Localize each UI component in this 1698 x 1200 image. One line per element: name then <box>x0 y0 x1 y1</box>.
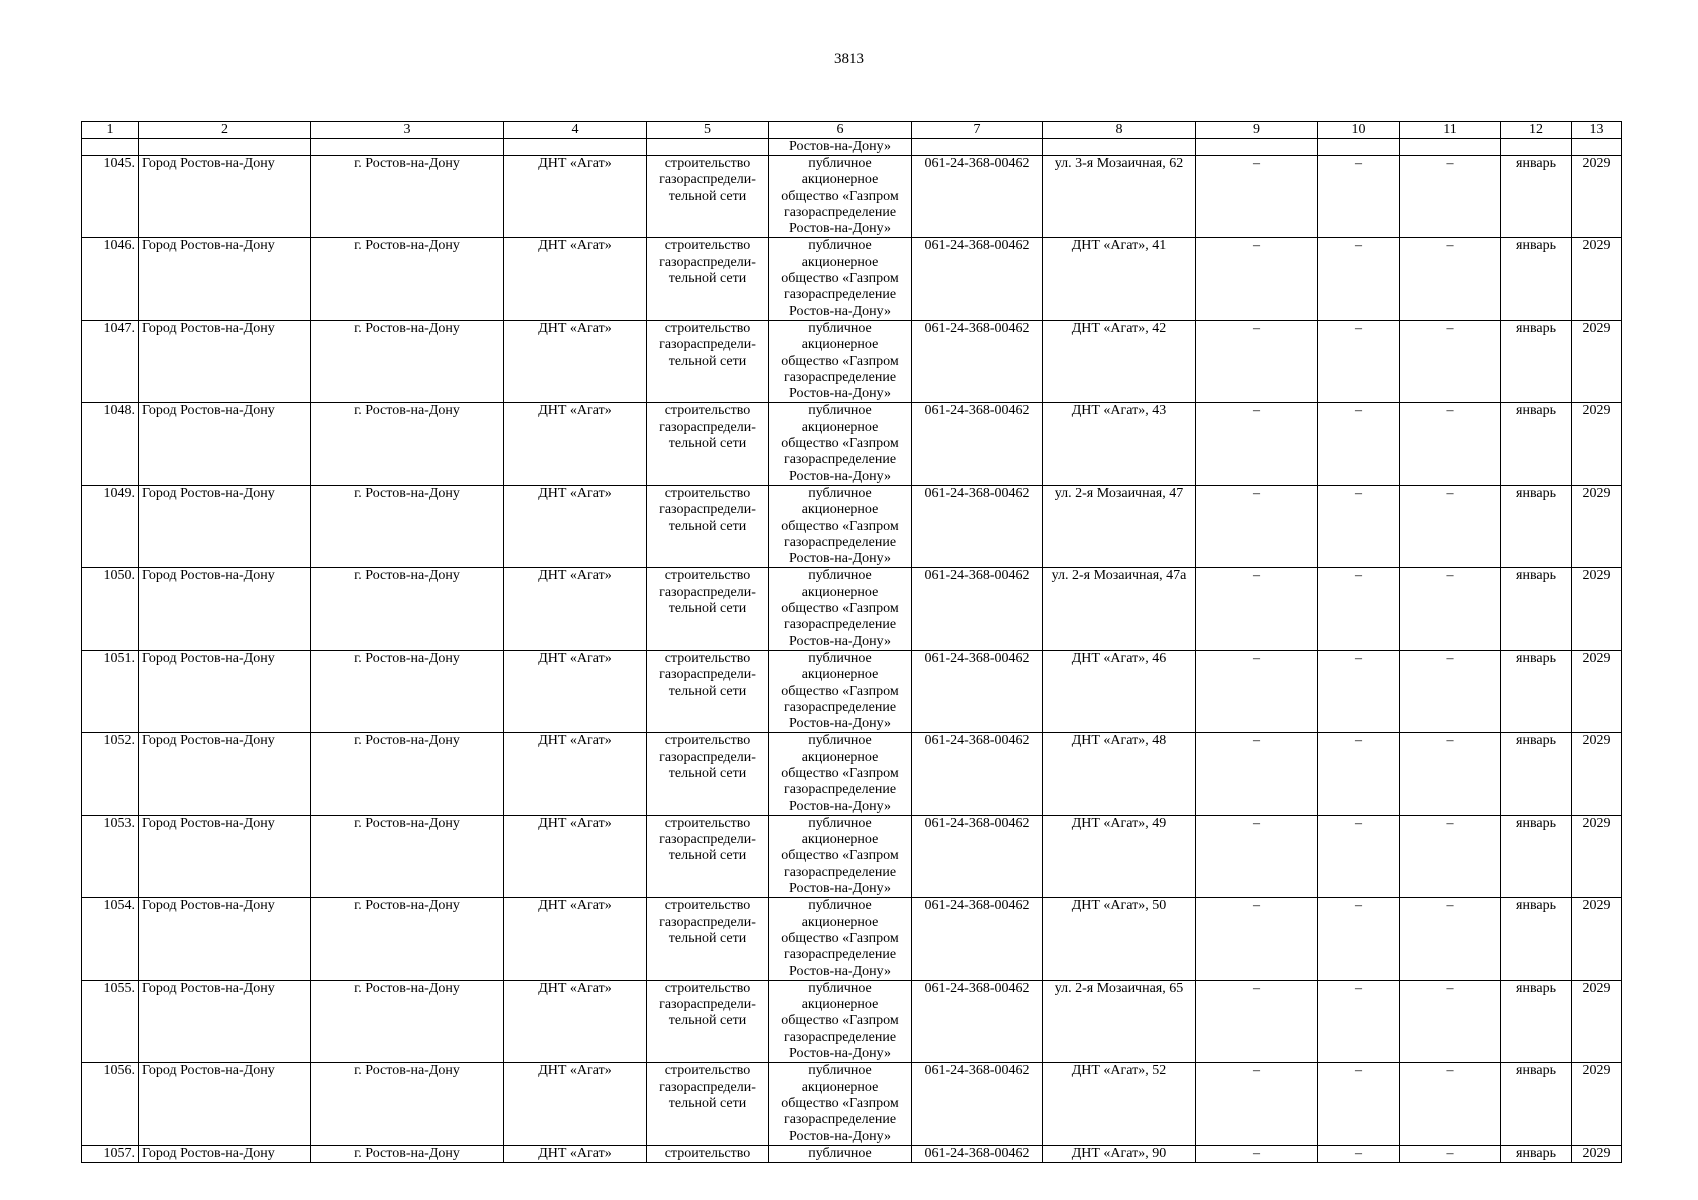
col9-cell: – <box>1196 320 1318 402</box>
settlement-cell: г. Ростов-на-Дону <box>311 980 504 1062</box>
work-type-cell: строительство газораспредели-тельной сети <box>647 320 769 402</box>
col10-cell: – <box>1318 1063 1400 1145</box>
address-cell: ул. 2-я Мозаичная, 65 <box>1043 980 1196 1062</box>
registry-code-cell: 061-24-368-00462 <box>912 403 1043 485</box>
column-header: 7 <box>912 122 1043 139</box>
locality-cell: ДНТ «Агат» <box>504 815 647 897</box>
column-header: 3 <box>311 122 504 139</box>
row-number-cell: 1057. <box>82 1145 139 1162</box>
registry-code-cell: 061-24-368-00462 <box>912 815 1043 897</box>
table-row <box>82 1145 1622 1162</box>
organization-cell: публичное акционерное общество «Газпром газораспределение Ростов-на-Дону» <box>769 815 912 897</box>
registry-code-cell: 061-24-368-00462 <box>912 898 1043 980</box>
column-header: 9 <box>1196 122 1318 139</box>
municipality-cell: Город Ростов-на-Дону <box>139 898 311 980</box>
month-cell: январь <box>1501 320 1572 402</box>
page-number: 3813 <box>834 51 864 67</box>
month-cell: январь <box>1501 733 1572 815</box>
row-number-cell: 1055. <box>82 980 139 1062</box>
col9-cell: – <box>1196 403 1318 485</box>
organization-cell: публичное акционерное общество «Газпром газораспределение Ростов-на-Дону» <box>769 980 912 1062</box>
locality-cell: ДНТ «Агат» <box>504 320 647 402</box>
column-header: 11 <box>1400 122 1501 139</box>
col11-cell: – <box>1400 1145 1501 1162</box>
month-cell: январь <box>1501 650 1572 732</box>
col11-cell: – <box>1400 156 1501 238</box>
month-cell: январь <box>1501 980 1572 1062</box>
locality-cell: ДНТ «Агат» <box>504 238 647 320</box>
col10-cell: – <box>1318 815 1400 897</box>
col10-cell: – <box>1318 568 1400 650</box>
settlement-cell: г. Ростов-на-Дону <box>311 733 504 815</box>
table-row <box>82 485 1622 567</box>
municipality-cell: Город Ростов-на-Дону <box>139 485 311 567</box>
locality-cell: ДНТ «Агат» <box>504 485 647 567</box>
organization-cell: публичное <box>769 1145 912 1162</box>
month-cell: январь <box>1501 156 1572 238</box>
column-header: 12 <box>1501 122 1572 139</box>
col9-cell: – <box>1196 733 1318 815</box>
organization-cell: публичное акционерное общество «Газпром газораспределение Ростов-на-Дону» <box>769 238 912 320</box>
settlement-cell: г. Ростов-на-Дону <box>311 568 504 650</box>
work-type-cell: строительство газораспредели-тельной сети <box>647 156 769 238</box>
year-cell: 2029 <box>1572 485 1622 567</box>
address-cell: ДНТ «Агат», 52 <box>1043 1063 1196 1145</box>
year-cell: 2029 <box>1572 403 1622 485</box>
col9-cell: – <box>1196 156 1318 238</box>
col11-cell: – <box>1400 568 1501 650</box>
row-number-cell: 1045. <box>82 156 139 238</box>
column-number-header <box>82 122 1622 139</box>
col10-cell: – <box>1318 1145 1400 1162</box>
col9-cell: – <box>1196 650 1318 732</box>
row-number-cell: 1050. <box>82 568 139 650</box>
address-cell: ДНТ «Агат», 48 <box>1043 733 1196 815</box>
month-cell: январь <box>1501 1063 1572 1145</box>
row-number-cell: 1049. <box>82 485 139 567</box>
locality-cell: ДНТ «Агат» <box>504 403 647 485</box>
col11-cell: – <box>1400 980 1501 1062</box>
col11-cell: – <box>1400 650 1501 732</box>
year-cell: 2029 <box>1572 156 1622 238</box>
column-header: 2 <box>139 122 311 139</box>
table-row <box>82 156 1622 238</box>
row-number-cell: 1047. <box>82 320 139 402</box>
col9-cell: – <box>1196 1063 1318 1145</box>
column-header: 10 <box>1318 122 1400 139</box>
column-header: 13 <box>1572 122 1622 139</box>
organization-cell: публичное акционерное общество «Газпром газораспределение Ростов-на-Дону» <box>769 403 912 485</box>
registry-code-cell: 061-24-368-00462 <box>912 485 1043 567</box>
work-type-cell: строительство газораспредели-тельной сети <box>647 980 769 1062</box>
locality-cell: ДНТ «Агат» <box>504 898 647 980</box>
municipality-cell: Город Ростов-на-Дону <box>139 403 311 485</box>
table-row <box>82 650 1622 732</box>
municipality-cell: Город Ростов-на-Дону <box>139 238 311 320</box>
continuation-row <box>82 139 1622 156</box>
col10-cell: – <box>1318 898 1400 980</box>
year-cell: 2029 <box>1572 1145 1622 1162</box>
locality-cell: ДНТ «Агат» <box>504 568 647 650</box>
registry-code-cell: 061-24-368-00462 <box>912 568 1043 650</box>
col11-cell: – <box>1400 238 1501 320</box>
col11-cell: – <box>1400 815 1501 897</box>
col10-cell: – <box>1318 403 1400 485</box>
municipality-cell: Город Ростов-на-Дону <box>139 980 311 1062</box>
municipality-cell: Город Ростов-на-Дону <box>139 1145 311 1162</box>
year-cell: 2029 <box>1572 815 1622 897</box>
year-cell: 2029 <box>1572 320 1622 402</box>
work-type-cell: строительство газораспредели-тельной сети <box>647 898 769 980</box>
row-number-cell: 1053. <box>82 815 139 897</box>
organization-cell: публичное акционерное общество «Газпром газораспределение Ростов-на-Дону» <box>769 733 912 815</box>
col9-cell: – <box>1196 238 1318 320</box>
settlement-cell: г. Ростов-на-Дону <box>311 650 504 732</box>
row-number-cell: 1051. <box>82 650 139 732</box>
column-header: 8 <box>1043 122 1196 139</box>
year-cell: 2029 <box>1572 733 1622 815</box>
col10-cell: – <box>1318 238 1400 320</box>
col11-cell: – <box>1400 403 1501 485</box>
row-number-cell: 1052. <box>82 733 139 815</box>
work-type-cell: строительство газораспредели-тельной сети <box>647 733 769 815</box>
month-cell: январь <box>1501 238 1572 320</box>
col11-cell: – <box>1400 733 1501 815</box>
year-cell: 2029 <box>1572 238 1622 320</box>
col10-cell: – <box>1318 156 1400 238</box>
locality-cell: ДНТ «Агат» <box>504 156 647 238</box>
month-cell: январь <box>1501 403 1572 485</box>
address-cell: ДНТ «Агат», 43 <box>1043 403 1196 485</box>
settlement-cell: г. Ростов-на-Дону <box>311 1145 504 1162</box>
locality-cell: ДНТ «Агат» <box>504 733 647 815</box>
year-cell: 2029 <box>1572 980 1622 1062</box>
work-type-cell: строительство <box>647 1145 769 1162</box>
organization-cell: публичное акционерное общество «Газпром газораспределение Ростов-на-Дону» <box>769 650 912 732</box>
work-type-cell: строительство газораспредели-тельной сети <box>647 650 769 732</box>
organization-cell: публичное акционерное общество «Газпром газораспределение Ростов-на-Дону» <box>769 898 912 980</box>
settlement-cell: г. Ростов-на-Дону <box>311 898 504 980</box>
work-type-cell: строительство газораспредели-тельной сети <box>647 403 769 485</box>
month-cell: январь <box>1501 1145 1572 1162</box>
settlement-cell: г. Ростов-на-Дону <box>311 815 504 897</box>
work-type-cell: строительство газораспредели-тельной сети <box>647 568 769 650</box>
col9-cell: – <box>1196 1145 1318 1162</box>
work-type-cell: строительство газораспредели-тельной сети <box>647 485 769 567</box>
table-row <box>82 1063 1622 1145</box>
address-cell: ул. 2-я Мозаичная, 47 <box>1043 485 1196 567</box>
registry-code-cell: 061-24-368-00462 <box>912 238 1043 320</box>
organization-cell: публичное акционерное общество «Газпром газораспределение Ростов-на-Дону» <box>769 156 912 238</box>
address-cell: ДНТ «Агат», 50 <box>1043 898 1196 980</box>
row-number-cell: 1054. <box>82 898 139 980</box>
organization-cell: публичное акционерное общество «Газпром газораспределение Ростов-на-Дону» <box>769 320 912 402</box>
settlement-cell: г. Ростов-на-Дону <box>311 1063 504 1145</box>
row-number-cell: 1056. <box>82 1063 139 1145</box>
table-row <box>82 238 1622 320</box>
municipality-cell: Город Ростов-на-Дону <box>139 568 311 650</box>
table-row <box>82 898 1622 980</box>
row-number-cell: 1046. <box>82 238 139 320</box>
registry-code-cell: 061-24-368-00462 <box>912 1145 1043 1162</box>
registry-code-cell: 061-24-368-00462 <box>912 980 1043 1062</box>
column-header: 1 <box>82 122 139 139</box>
column-header: 4 <box>504 122 647 139</box>
registry-code-cell: 061-24-368-00462 <box>912 650 1043 732</box>
organization-cell: публичное акционерное общество «Газпром газораспределение Ростов-на-Дону» <box>769 568 912 650</box>
organization-cell: публичное акционерное общество «Газпром газораспределение Ростов-на-Дону» <box>769 1063 912 1145</box>
column-header: 6 <box>769 122 912 139</box>
row-number-cell: 1048. <box>82 403 139 485</box>
work-type-cell: строительство газораспредели-тельной сети <box>647 238 769 320</box>
municipality-cell: Город Ростов-на-Дону <box>139 650 311 732</box>
col10-cell: – <box>1318 980 1400 1062</box>
year-cell: 2029 <box>1572 650 1622 732</box>
month-cell: январь <box>1501 898 1572 980</box>
table-row <box>82 980 1622 1062</box>
col9-cell: – <box>1196 568 1318 650</box>
organization-cell: публичное акционерное общество «Газпром газораспределение Ростов-на-Дону» <box>769 485 912 567</box>
locality-cell: ДНТ «Агат» <box>504 1063 647 1145</box>
registry-code-cell: 061-24-368-00462 <box>912 156 1043 238</box>
address-cell: ДНТ «Агат», 46 <box>1043 650 1196 732</box>
address-cell: ДНТ «Агат», 90 <box>1043 1145 1196 1162</box>
settlement-cell: г. Ростов-на-Дону <box>311 485 504 567</box>
col9-cell: – <box>1196 980 1318 1062</box>
registry-code-cell: 061-24-368-00462 <box>912 1063 1043 1145</box>
work-type-cell: строительство газораспредели-тельной сети <box>647 1063 769 1145</box>
col9-cell: – <box>1196 815 1318 897</box>
year-cell: 2029 <box>1572 568 1622 650</box>
table-row <box>82 403 1622 485</box>
municipality-cell: Город Ростов-на-Дону <box>139 1063 311 1145</box>
locality-cell: ДНТ «Агат» <box>504 1145 647 1162</box>
settlement-cell: г. Ростов-на-Дону <box>311 403 504 485</box>
col11-cell: – <box>1400 898 1501 980</box>
year-cell: 2029 <box>1572 898 1622 980</box>
settlement-cell: г. Ростов-на-Дону <box>311 320 504 402</box>
col11-cell: – <box>1400 1063 1501 1145</box>
table-row <box>82 320 1622 402</box>
address-cell: ул. 3-я Мозаичная, 62 <box>1043 156 1196 238</box>
table-row <box>82 568 1622 650</box>
col9-cell: – <box>1196 485 1318 567</box>
table-row <box>82 815 1622 897</box>
column-header: 5 <box>647 122 769 139</box>
col9-cell: – <box>1196 898 1318 980</box>
registry-code-cell: 061-24-368-00462 <box>912 320 1043 402</box>
municipality-cell: Город Ростов-на-Дону <box>139 320 311 402</box>
table-row <box>82 733 1622 815</box>
municipality-cell: Город Ростов-на-Дону <box>139 156 311 238</box>
address-cell: ДНТ «Агат», 41 <box>1043 238 1196 320</box>
register-table <box>81 121 1622 1163</box>
municipality-cell: Город Ростов-на-Дону <box>139 815 311 897</box>
col10-cell: – <box>1318 320 1400 402</box>
work-type-cell: строительство газораспредели-тельной сети <box>647 815 769 897</box>
settlement-cell: г. Ростов-на-Дону <box>311 156 504 238</box>
address-cell: ДНТ «Агат», 49 <box>1043 815 1196 897</box>
address-cell: ул. 2-я Мозаичная, 47а <box>1043 568 1196 650</box>
locality-cell: ДНТ «Агат» <box>504 650 647 732</box>
year-cell: 2029 <box>1572 1063 1622 1145</box>
continuation-org-cell: Ростов-на-Дону» <box>769 139 912 156</box>
municipality-cell: Город Ростов-на-Дону <box>139 733 311 815</box>
col11-cell: – <box>1400 320 1501 402</box>
month-cell: январь <box>1501 568 1572 650</box>
col10-cell: – <box>1318 733 1400 815</box>
col10-cell: – <box>1318 485 1400 567</box>
settlement-cell: г. Ростов-на-Дону <box>311 238 504 320</box>
registry-code-cell: 061-24-368-00462 <box>912 733 1043 815</box>
month-cell: январь <box>1501 485 1572 567</box>
address-cell: ДНТ «Агат», 42 <box>1043 320 1196 402</box>
month-cell: январь <box>1501 815 1572 897</box>
col11-cell: – <box>1400 485 1501 567</box>
col10-cell: – <box>1318 650 1400 732</box>
locality-cell: ДНТ «Агат» <box>504 980 647 1062</box>
